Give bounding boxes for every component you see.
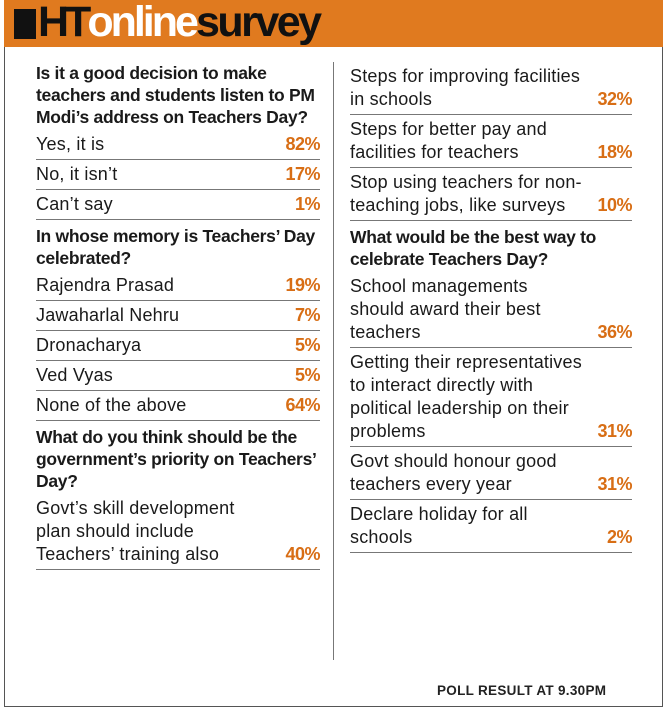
option-label: Ved Vyas bbox=[36, 365, 113, 385]
survey-option bbox=[36, 130, 320, 160]
logo-survey: survey bbox=[195, 0, 320, 46]
option-label: Can’t say bbox=[36, 194, 113, 214]
option-percentage: 32% bbox=[597, 89, 632, 109]
option-label: Stop using teachers for non-teaching jobs, like surveys bbox=[350, 172, 582, 215]
survey-option bbox=[36, 361, 320, 391]
option-percentage: 18% bbox=[597, 142, 632, 162]
left-column bbox=[36, 62, 320, 575]
option-label: Rajendra Prasad bbox=[36, 275, 175, 295]
option-percentage: 10% bbox=[597, 195, 632, 215]
survey-option bbox=[350, 62, 632, 115]
survey-option bbox=[350, 115, 632, 168]
option-percentage: 64% bbox=[285, 395, 320, 415]
option-percentage: 1% bbox=[294, 194, 320, 214]
section-gap bbox=[350, 553, 632, 558]
column-divider bbox=[333, 62, 334, 660]
survey-question: In whose memory is Teachers’ Day celebrated? bbox=[36, 226, 315, 268]
survey-question: What would be the best way to celebrate Teachers Day? bbox=[350, 227, 597, 269]
option-label: Govt should honour good teachers every year bbox=[350, 451, 557, 494]
survey-option bbox=[36, 391, 320, 421]
option-label: Steps for improving facilities in schools bbox=[350, 66, 581, 109]
header-banner bbox=[4, 0, 663, 47]
option-label: Steps for better pay and facilities for teachers bbox=[350, 119, 547, 162]
option-percentage: 2% bbox=[606, 527, 632, 547]
option-percentage: 5% bbox=[294, 335, 320, 355]
survey-logo bbox=[38, 0, 320, 47]
option-percentage: 17% bbox=[285, 164, 320, 184]
option-label: Dronacharya bbox=[36, 335, 142, 355]
option-percentage: 82% bbox=[285, 134, 320, 154]
option-label: No, it isn’t bbox=[36, 164, 118, 184]
survey-option bbox=[350, 168, 632, 221]
survey-question: What do you think should be the government’s priority on Teachers’ Day? bbox=[36, 427, 316, 491]
option-percentage: 31% bbox=[597, 474, 632, 494]
survey-option bbox=[350, 348, 632, 447]
survey-option bbox=[350, 447, 632, 500]
survey-option bbox=[36, 301, 320, 331]
survey-option bbox=[36, 331, 320, 361]
option-label: Yes, it is bbox=[36, 134, 105, 154]
option-label: None of the above bbox=[36, 395, 187, 415]
option-percentage: 5% bbox=[294, 365, 320, 385]
option-label: Getting their representatives to interact directly with political leadership on their problems bbox=[350, 352, 582, 441]
logo-online: online bbox=[87, 0, 196, 46]
option-label: Govt’s skill development plan should include Teachers’ training also bbox=[36, 498, 235, 564]
survey-option bbox=[36, 494, 320, 570]
option-label: Declare holiday for all schools bbox=[350, 504, 528, 547]
option-percentage: 7% bbox=[294, 305, 320, 325]
right-column bbox=[350, 62, 632, 558]
logo-ht: HT bbox=[38, 0, 88, 46]
survey-option bbox=[36, 271, 320, 301]
logo-mark bbox=[14, 9, 36, 39]
survey-option bbox=[350, 272, 632, 348]
option-percentage: 36% bbox=[597, 322, 632, 342]
survey-option bbox=[36, 160, 320, 190]
survey-question: Is it a good decision to make teachers and students listen to PM Modi’s address on Teachers Day? bbox=[36, 63, 315, 127]
option-label: Jawaharlal Nehru bbox=[36, 305, 180, 325]
option-label: School managements should award their best teachers bbox=[350, 276, 541, 342]
option-percentage: 40% bbox=[285, 544, 320, 564]
section-gap bbox=[36, 570, 320, 575]
survey-option bbox=[350, 500, 632, 553]
survey-option bbox=[36, 190, 320, 220]
option-percentage: 19% bbox=[285, 275, 320, 295]
option-percentage: 31% bbox=[597, 421, 632, 441]
poll-timestamp: POLL RESULT AT 9.30PM bbox=[437, 683, 607, 698]
